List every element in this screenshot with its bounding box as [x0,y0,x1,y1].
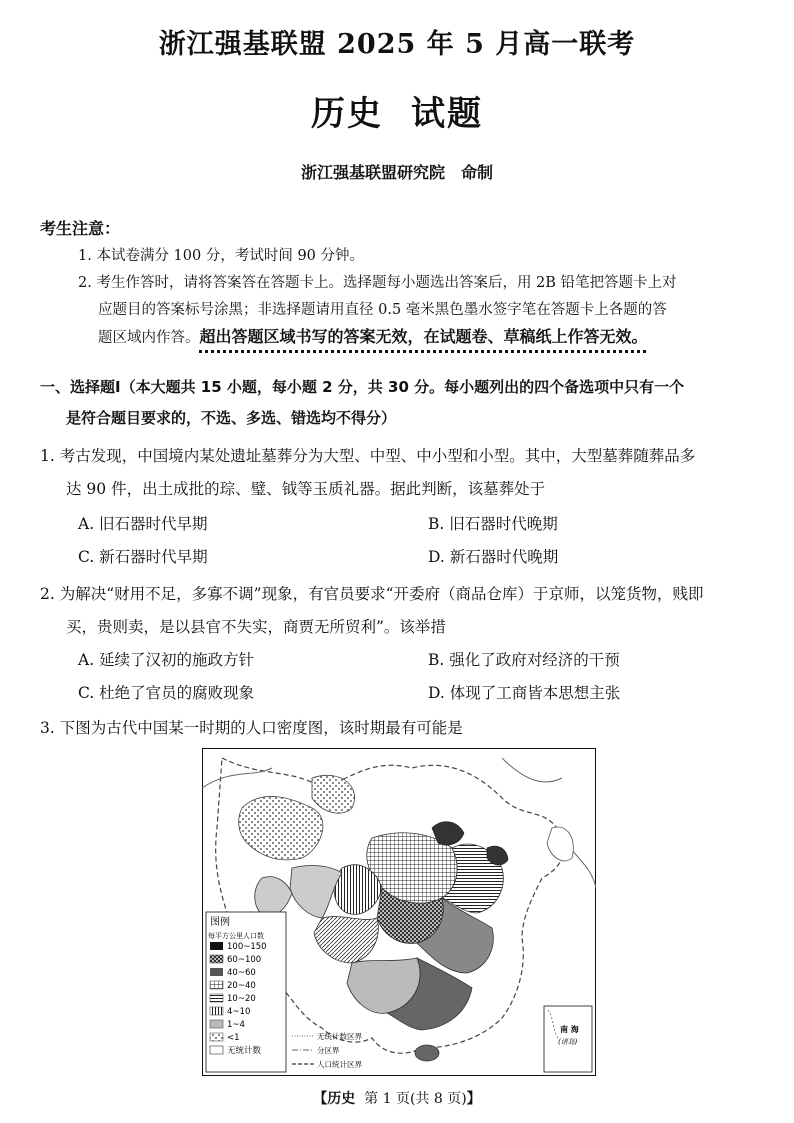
q1-option-d: D. 新石器时代晚期 [428,548,559,566]
q1-option-c: C. 新石器时代早期 [78,548,208,566]
section-1-heading-cont: 是符合题目要求的，不选、多选、错选均不得分） [66,409,397,427]
q1-stem-line-2: 达 90 件，出土成批的琮、璧、钺等玉质礼器。据此判断，该墓葬处于 [66,480,546,498]
legend-item-8: <1 [227,1033,240,1043]
boundary-none-label: 无统计数区界 [317,1032,362,1041]
q2-option-b: B. 强化了政府对经济的干预 [428,651,620,669]
boundary-stat-label: 人口统计区界 [317,1060,362,1069]
legend-item-9: 无统计数 [227,1046,262,1056]
exam-title: 浙江强基联盟 2025 年 5 月高一联考 [158,29,636,60]
q2-stem-line-2: 买，贵则卖，是以县官不失实，商贾无所贸利”。该举措 [66,618,446,636]
legend-item-2: 60~100 [227,955,262,965]
notice-emphasis: 超出答题区域书写的答案无效，在试题卷、草稿纸上作答无效。 [199,327,648,346]
legend-item-1: 100~150 [227,942,267,952]
notice-item-2-line-1: 2. 考生作答时，请将答案答在答题卡上。选择题每小题选出答案后，用 2B 铅笔把答题卡上对 [78,275,677,291]
boundary-sub-label: 分区界 [317,1046,340,1055]
notice-heading: 考生注意： [40,219,121,238]
legend-item-5: 10~20 [227,994,256,1004]
legend-item-3: 40~60 [227,968,256,978]
legend-item-6: 4~10 [227,1007,251,1017]
exam-author: 浙江强基联盟研究院 命制 [300,163,494,182]
page-footer: 【历史 第 1 页(共 8 页)】 [313,1091,481,1107]
subject-title: 历史 试题 [311,94,483,134]
notice-item-2-line-2: 应题目的答案标号涂黑；非选择题请用直径 0.5 毫米黑色墨水签字笔在答题卡上各题的答 [98,302,667,318]
population-density-map [202,748,596,1076]
notice-item-2-line-3: 题区域内作答。超出答题区域书写的答案无效，在试题卷、草稿纸上作答无效。 [98,327,648,346]
legend-item-4: 20~40 [227,981,256,991]
q2-option-a: A. 延续了汉初的施政方针 [78,651,255,669]
legend-title: 图例 [210,917,230,928]
island-south [415,1045,439,1061]
q3-stem: 3. 下图为古代中国某一时期的人口密度图，该时期最有可能是 [40,719,463,737]
legend-subtitle: 每平方公里人口数 [208,932,264,940]
q1-stem-line-1: 1. 考古发现，中国境内某处遗址墓葬分为大型、中型、中小型和小型。其中，大型墓葬随葬品多 [40,447,696,465]
inset-label: 南 海 [560,1025,579,1034]
q2-stem-line-1: 2. 为解决“财用不足，多寡不调”现象，有官员要求“开委府（商品仓库）于京师，以笼货物，贱即 [40,585,704,603]
q1-option-b: B. 旧石器时代晚期 [428,515,558,533]
q2-option-d: D. 体现了工商皆本思想主张 [428,684,621,702]
section-1-heading: 一、选择题Ⅰ（本大题共 15 小题，每小题 2 分，共 30 分。每小题列出的四个备选项中只有一个 [40,378,685,396]
inset-label-2: (诸岛) [558,1038,578,1046]
notice-item-1: 1. 本试卷满分 100 分，考试时间 90 分钟。 [78,248,365,264]
legend-item-7: 1~4 [227,1020,245,1030]
q2-option-c: C. 杜绝了官员的腐败现象 [78,684,255,702]
q1-option-a: A. 旧石器时代早期 [78,515,208,533]
